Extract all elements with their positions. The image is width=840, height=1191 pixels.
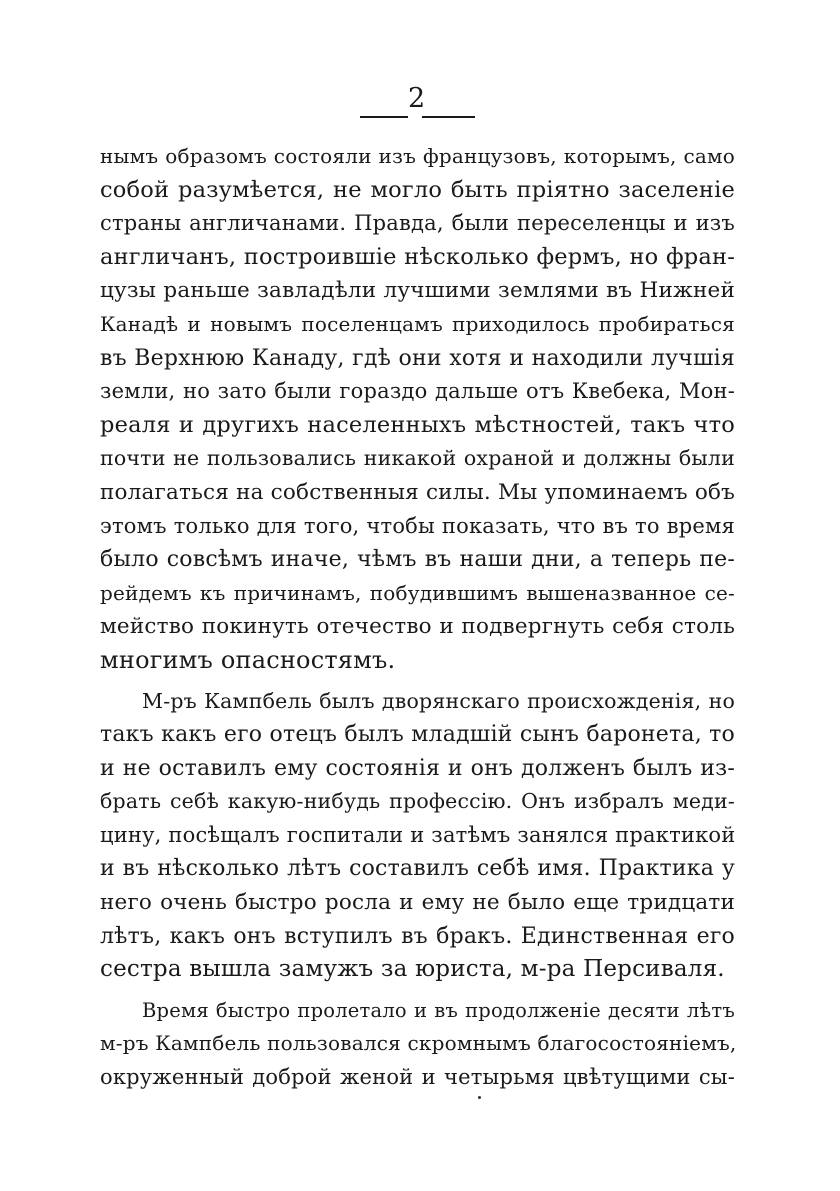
text-line: въ Верхнюю Канаду, гдѣ они хотя и находили лучшія [100, 345, 735, 371]
text-line: мейство покинуть отечество и подвергнуть себя столь [100, 614, 735, 640]
text-line: брать себѣ какую-нибудь профессію. Онъ избралъ меди- [100, 789, 735, 814]
text-line: рейдемъ къ причинамъ, побудившимъ вышеназванное се- [100, 580, 735, 605]
text-line: него очень быстро росла и ему не было еще тридцати [100, 890, 735, 916]
text-line: м-ръ Кампбель пользовался скромнымъ благосостояніемъ, [100, 1031, 737, 1056]
paragraph-spacer [100, 987, 735, 994]
text-line: такъ какъ его отецъ былъ младшій сынъ баронета, то [100, 722, 735, 748]
text-line: реаля и другихъ населенныхъ мѣстностей, такъ что [100, 411, 735, 438]
text-line: М-ръ Кампбель былъ дворянскаго происхожденія, но [142, 688, 735, 713]
page-header [360, 84, 475, 124]
print-speck [478, 1096, 481, 1099]
text-line: цину, посѣщалъ госпитали и затѣмъ занялся практикой [100, 822, 736, 847]
text-line: страны англичанами. Правда, были переселенцы и изъ [100, 211, 735, 236]
text-line: этомъ только для того, чтобы показать, что въ то время [100, 513, 735, 538]
paragraph-spacer [100, 678, 735, 685]
text-line: нымъ образомъ состояли изъ французовъ, которымъ, само [100, 144, 735, 168]
text-line: многимъ опасностямъ. [100, 645, 396, 674]
paragraph-3 [100, 994, 735, 1095]
text-line: Канадѣ и новымъ поселенцамъ приходилось пробираться [100, 311, 735, 336]
text-line: лѣтъ, какъ онъ вступилъ въ бракъ. Единственная его [100, 923, 735, 949]
text-line: сестра вышла замужъ за юриста, м-ра Персиваля. [100, 956, 725, 983]
text-line: собой разумѣется, не могло быть пріятно заселеніе [100, 176, 735, 203]
text-line: Время быстро пролетало и въ продолженіе десяти лѣтъ [142, 998, 735, 1022]
paragraph-2 [100, 685, 735, 987]
text-line: цузы раньше завладѣли лучшими землями въ Нижней [100, 278, 735, 304]
header-rule-right [422, 116, 475, 118]
text-line: и въ нѣсколько лѣтъ составилъ себѣ имя. Практика у [100, 856, 735, 882]
text-line: было совсѣмъ иначе, чѣмъ въ наши дни, а теперь пе- [100, 547, 735, 573]
text-line: земли, но зато были гораздо дальше отъ Квебека, Мон- [100, 379, 735, 404]
page-number: 2 [408, 83, 426, 114]
paragraph-1 [100, 140, 735, 678]
header-rule-left [360, 116, 408, 118]
text-line: полагаться на собственныя силы. Мы упоминаемъ объ [100, 479, 735, 505]
text-line: почти не пользовались никакой охраной и должны были [100, 446, 735, 471]
text-line: окруженный доброй женой и четырьмя цвѣтущими сы- [100, 1065, 735, 1090]
text-line: англичанъ, построившіе нѣсколько фермъ, но фран- [100, 243, 735, 270]
text-line: и не оставилъ ему состоянія и онъ долженъ былъ из- [100, 755, 735, 781]
body-text [100, 140, 735, 1095]
